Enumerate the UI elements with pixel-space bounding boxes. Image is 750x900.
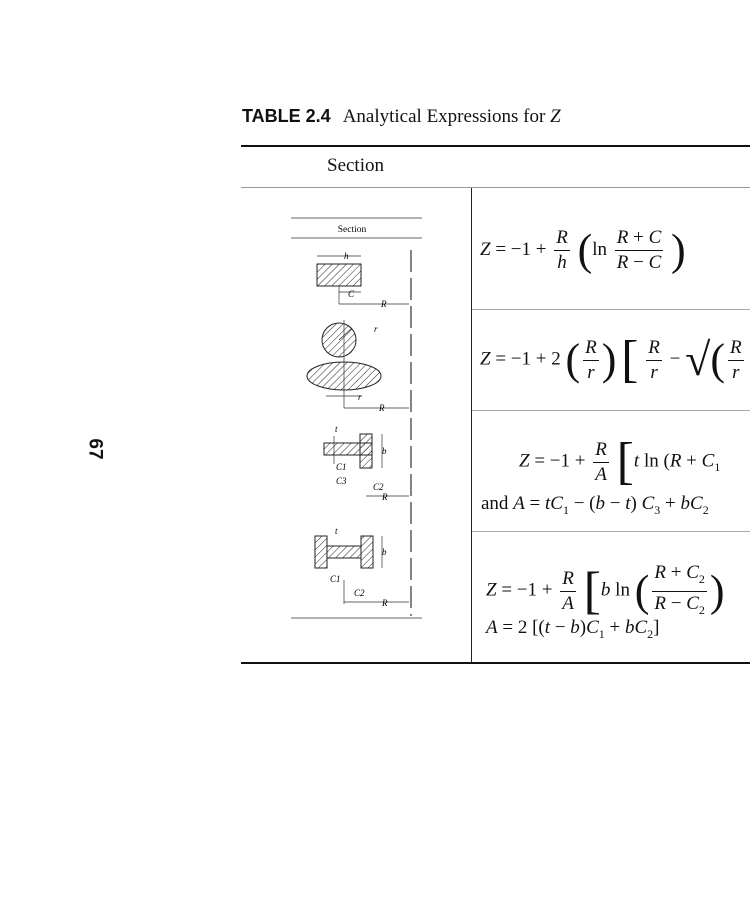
label-c: C [348,289,355,299]
equation-rectangle: Z = −1 + $\frac{R}{h}$ (ln $\frac{R + C}{R - C}$ ) [480,225,686,275]
section-figure [282,208,432,628]
rectangle-section [317,264,361,286]
label-R-3: R [382,492,388,502]
label-r: r [374,324,378,334]
label-c2: C2 [373,482,384,492]
page-number: 67 [84,438,106,460]
label-R-2: R [379,403,385,413]
table-caption [242,106,561,128]
label-t-2: t [335,526,338,536]
table-title-variable: Z [550,106,561,127]
row-divider-3 [472,531,750,532]
label-h: h [344,251,349,261]
row-divider-2 [472,410,750,411]
equation-i-section: Z = −1 + $\frac{R}{A}$ [b ln ( $\frac{R + C_2}{R - C_2}$ ) [486,562,725,620]
label-t: t [335,424,338,434]
label-c1: C1 [336,462,347,472]
i-right-flange [361,536,373,568]
row-divider-1 [472,309,750,310]
label-b: b [382,446,387,456]
equation-i-area: A = 2 $[(t - b)C_1 + bC_2]$ [486,617,660,641]
label-b-2: b [382,547,387,557]
equation-tee: Z = −1 + $\frac{R}{A}$ [t $\ln (R + C_1$ [519,433,721,490]
label-c2-2: C2 [354,588,365,598]
tee-web [360,434,372,468]
column-divider [471,188,472,662]
table-title: Analytical Expressions for [342,106,546,127]
label-c3: C3 [336,476,347,486]
i-left-flange [315,536,327,568]
top-rule [241,145,750,147]
column-header-section: Section [327,155,384,176]
label-R-1: R [381,299,387,309]
bottom-rule [241,662,750,664]
label-c1-2: C1 [330,574,341,584]
equation-tee-area: and $A = tC_1 - (b - t) C_3 + bC_2$ [481,493,709,517]
label-R-4: R [382,598,388,608]
header-rule [241,187,750,188]
figure-header-label: Section [337,225,367,235]
equation-circle: Z = −1 + 2 ( $\frac{R}{r}$ ) [ $\frac{R}{r}$ − √( $\frac{R}{r}$ [480,331,742,388]
table-number: TABLE 2.4 [242,106,331,126]
i-web [327,546,361,558]
label-r-2: r [358,392,362,402]
